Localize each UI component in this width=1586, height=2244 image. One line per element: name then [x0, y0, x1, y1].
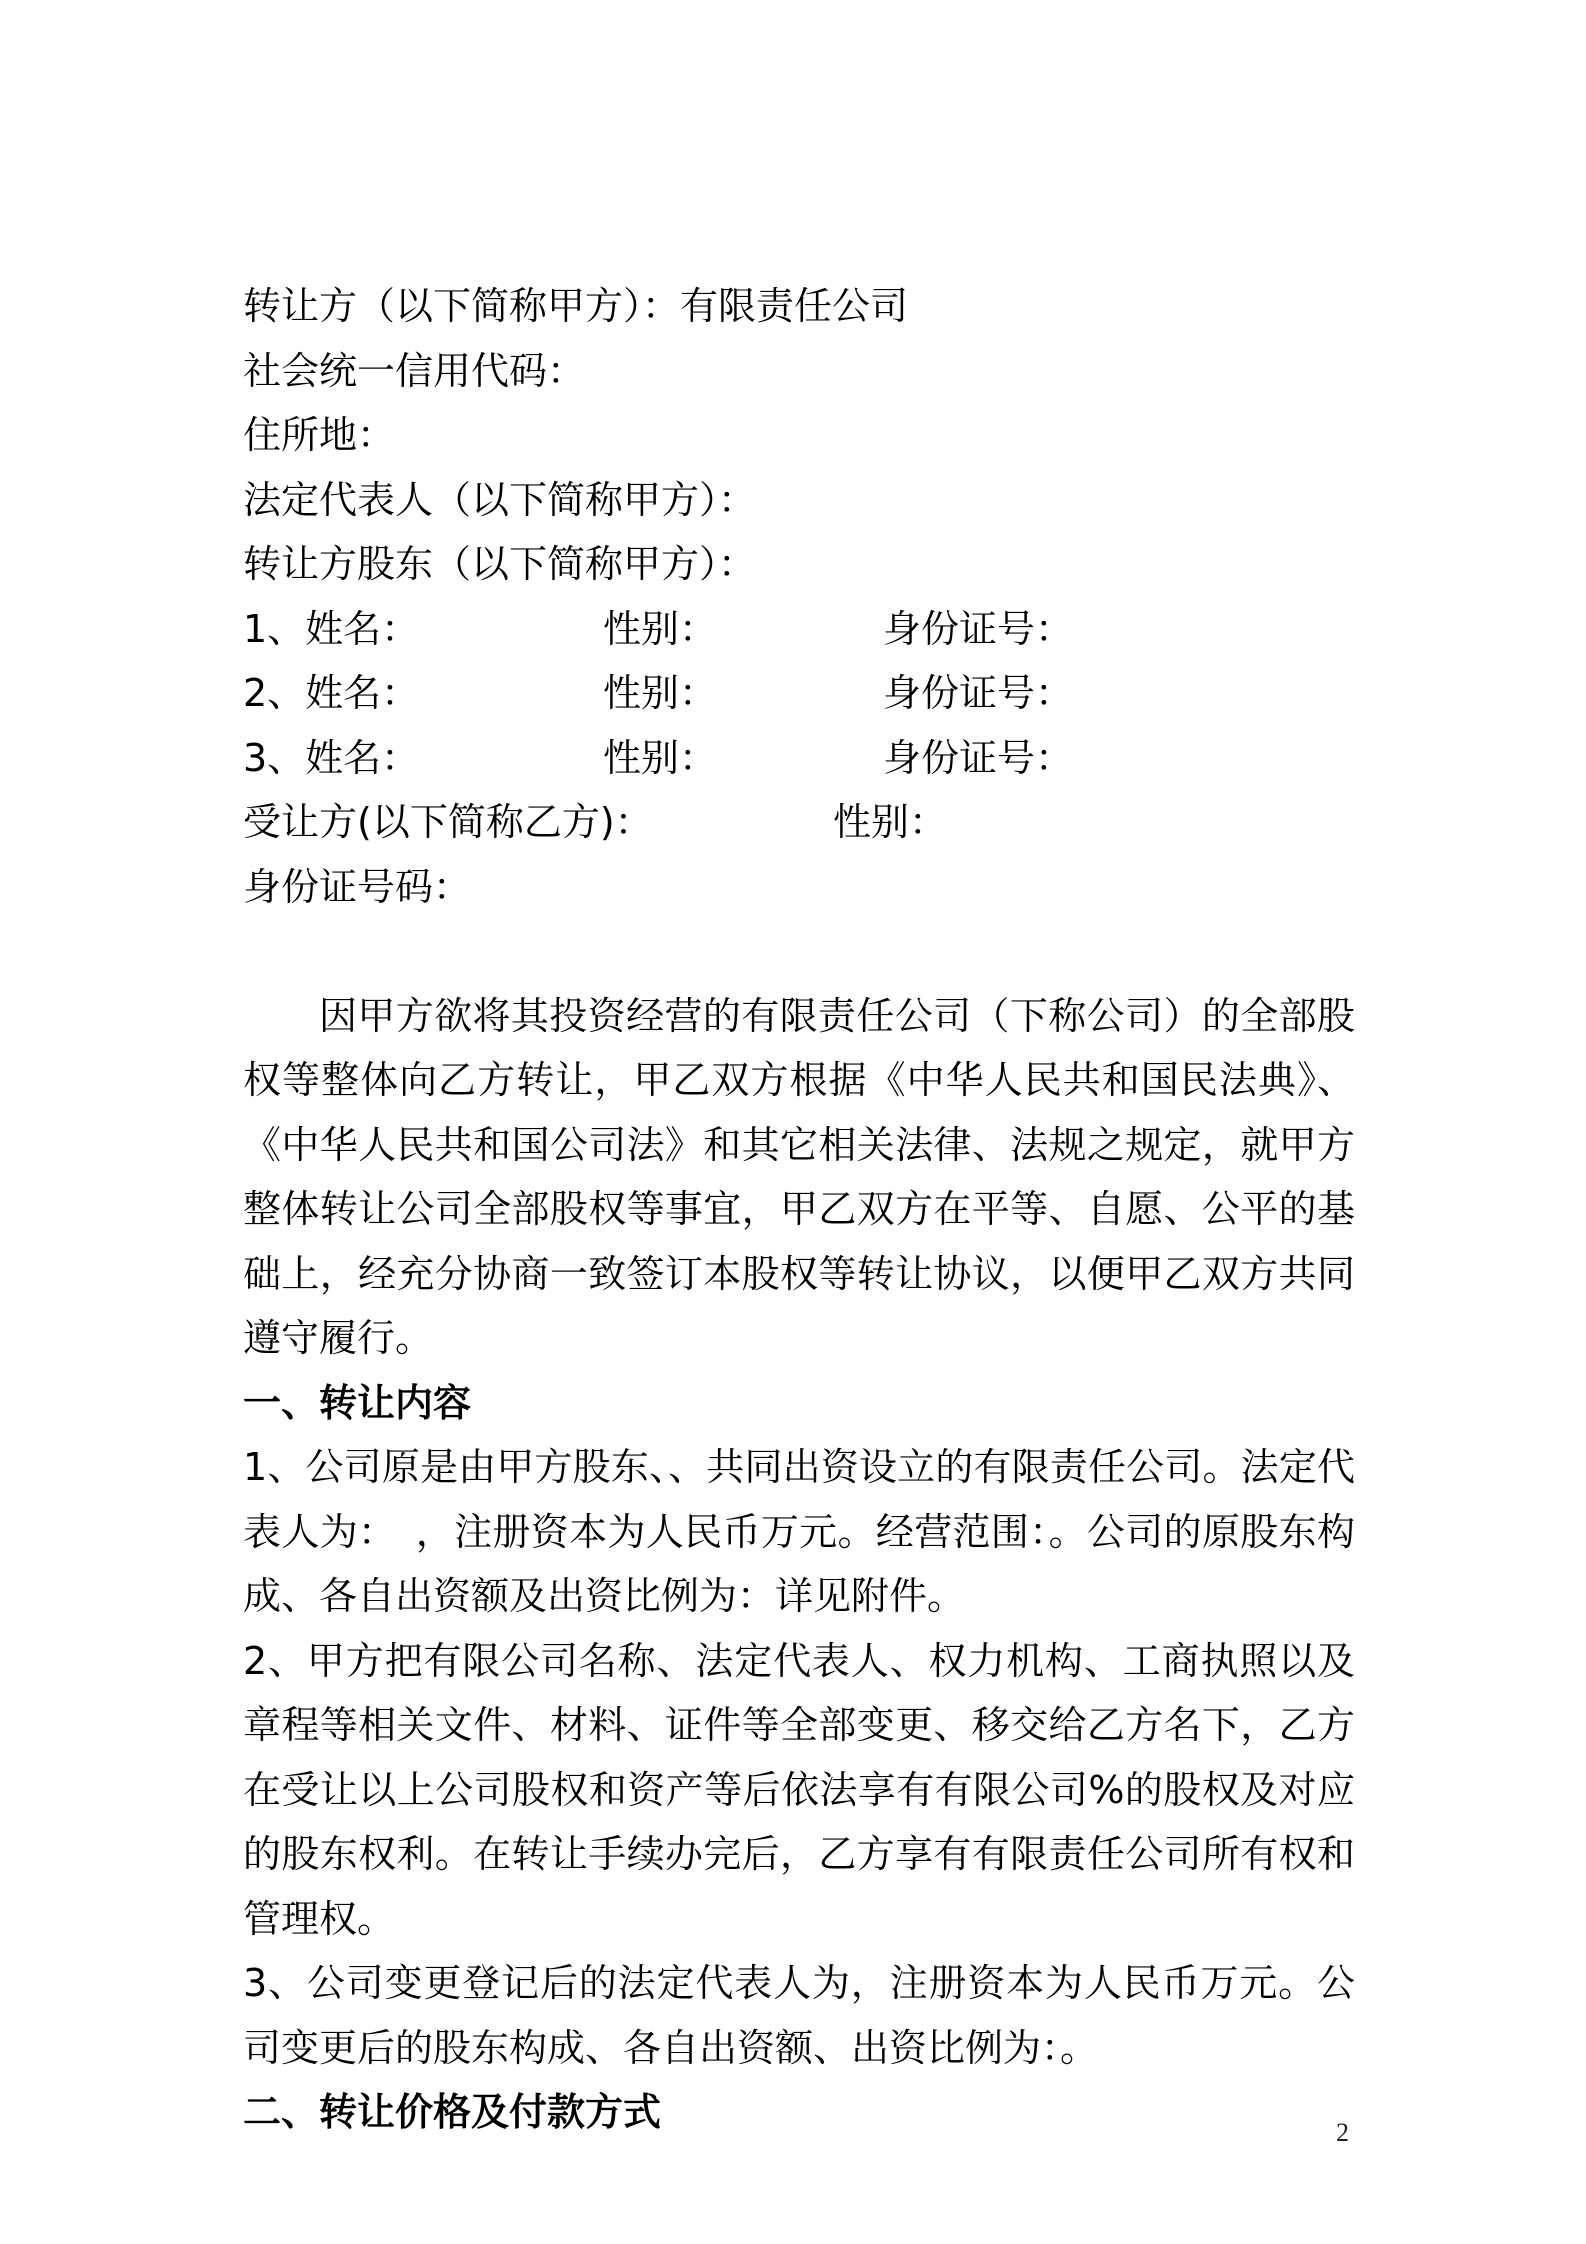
transferee-label: 受让方(以下简称乙方)：	[243, 800, 653, 844]
shareholder-gender: 性别：	[603, 606, 718, 651]
section2-heading: 二、转让价格及付款方式	[243, 2090, 662, 2134]
page-number: 2	[1336, 2118, 1349, 2147]
shareholder-row	[243, 597, 1355, 662]
section1-clause: 2、甲方把有限公司名称、法定代表人、权力机构、工商执照以及章程等相关文件、材料、证件等全部变更、移交给乙方名下，乙方在受让以上公司股权和资产等后依法享有有限公司%的股权及对应的股东权利。在转让手续办完后，乙方享有有限责任公司所有权和管理权。	[243, 1638, 1355, 1941]
shareholder-gender: 性别：	[603, 735, 718, 780]
section1-clause: 3、公司变更登记后的法定代表人为，注册资本为人民币万元。公司变更后的股东构成、各自出资额、出资比例为：。	[243, 1961, 1355, 2070]
legal-rep-line: 法定代表人（以下简称甲方）：	[243, 477, 757, 522]
shareholder-id: 身份证号：	[883, 606, 1074, 651]
credit-code-line: 社会统一信用代码：	[243, 348, 586, 393]
shareholder-row	[243, 661, 1355, 726]
shareholder-row	[243, 726, 1355, 791]
blank-line	[243, 919, 1355, 984]
section1-heading: 一、转让内容	[243, 1380, 472, 1425]
shareholder-gender: 性别：	[603, 671, 718, 715]
address-line: 住所地：	[243, 413, 396, 457]
preamble-paragraph: 因甲方欲将其投资经营的有限责任公司（下称公司）的全部股权等整体向乙方转让，甲乙双方根据《中华人民共和国民法典》、《中华人民共和国公司法》和其它相关法律、法规之规定，就甲方整体转让公司全部股权等事宜，甲乙双方在平等、自愿、公平的基础上，经充分协商一致签订本股权等转让协议，以便甲乙双方共同遵守履行。	[243, 993, 1355, 1360]
transferee-id-line: 身份证号码：	[243, 864, 472, 909]
shareholder-name: 1、姓名：	[243, 606, 420, 651]
transferee-gender: 性别：	[833, 800, 948, 844]
transferor-line: 转让方（以下简称甲方）：有限责任公司	[243, 284, 909, 328]
document-body	[243, 274, 1355, 2145]
shareholders-label: 转让方股东（以下简称甲方）：	[243, 542, 757, 586]
shareholder-id: 身份证号：	[883, 735, 1074, 780]
shareholder-id: 身份证号：	[883, 671, 1074, 715]
transferee-row	[243, 790, 1355, 855]
shareholder-name: 3、姓名：	[243, 735, 420, 780]
section1-clause: 1、公司原是由甲方股东、、共同出资设立的有限责任公司。法定代表人为： ，注册资本为人民币万元。经营范围：。公司的原股东构成、各自出资额及出资比例为：详见附件。	[243, 1445, 1355, 1618]
shareholder-name: 2、姓名：	[243, 671, 420, 715]
